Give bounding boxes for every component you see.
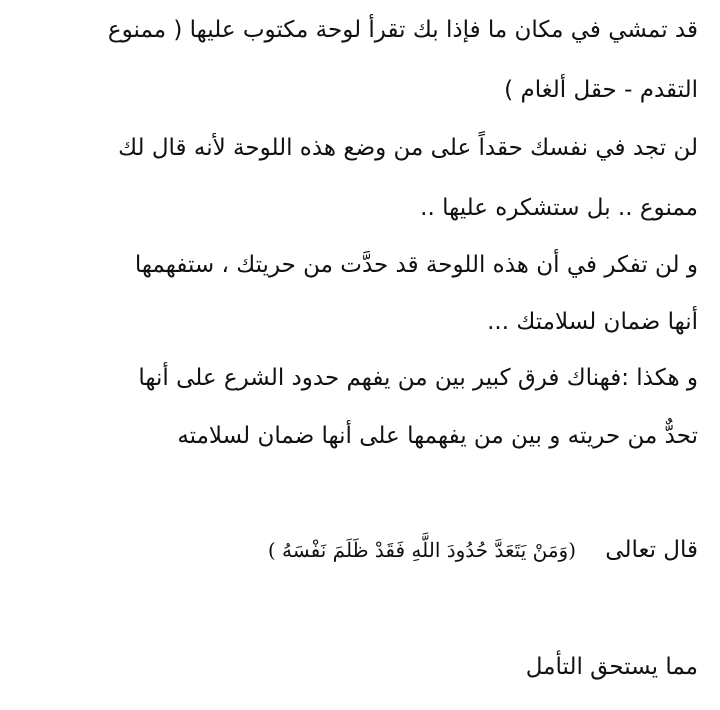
quran-verse: (وَمَنْ يَتَعَدَّ حُدُودَ اللَّهِ فَقَدْ ظَلَمَ نَفْسَهُ ): [267, 538, 577, 562]
text-line-3: لن تجد في نفسك حقداً على من وضع هذه اللوحة لأنه قال لك: [118, 135, 698, 161]
text-line-8: تحدٌّ من حريته و بين من يفهمها على أنها ضمان لسلامته: [177, 423, 698, 449]
closing-line: مما يستحق التأمل: [525, 654, 698, 680]
text-line-4: ممنوع .. بل ستشكره عليها ..: [420, 195, 698, 221]
text-line-2: التقدم - حقل ألغام ): [504, 77, 698, 103]
text-line-6: أنها ضمان لسلامتك ...: [487, 309, 698, 335]
text-line-5: و لن تفكر في أن هذه اللوحة قد حدَّت من حريتك ، ستفهمها: [134, 252, 698, 278]
text-line-1: قد تمشي في مكان ما فإذا بك تقرأ لوحة مكتوب عليها ( ممنوع: [107, 17, 698, 43]
quran-verse-line: [22, 535, 698, 565]
verse-intro: قال تعالى: [605, 537, 698, 563]
text-line-7: و هكذا :فهناك فرق كبير بين من يفهم حدود الشرع على أنها: [138, 365, 698, 391]
